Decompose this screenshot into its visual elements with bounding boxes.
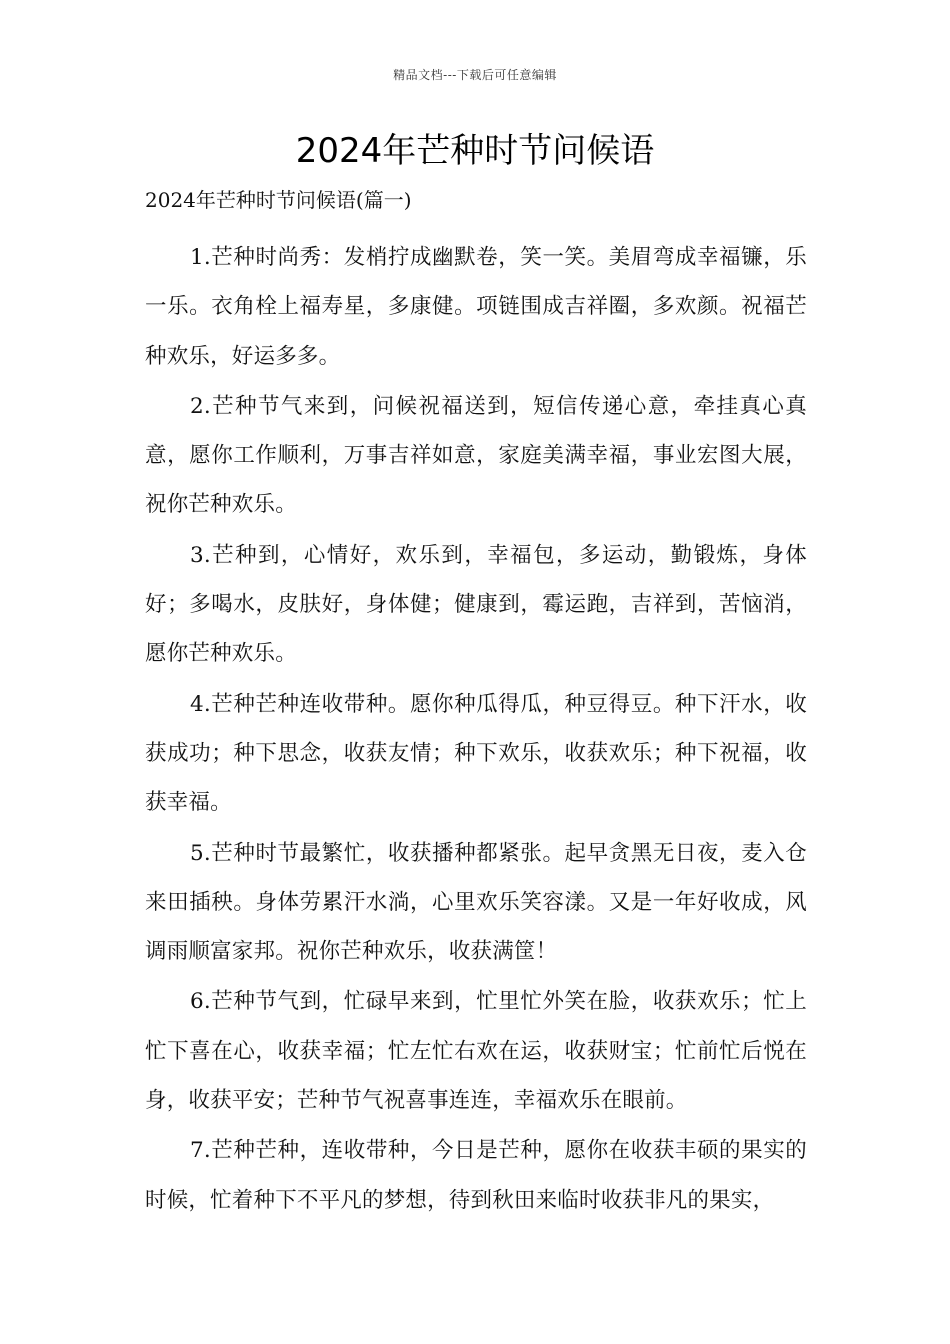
paragraph-4: 4.芒种芒种连收带种。愿你种瓜得瓜，种豆得豆。种下汗水，收获成功；种下思念，收获友情；种下欢乐，收获欢乐；种下祝福，收获幸福。	[145, 691, 807, 816]
header-note: 精品文档---下载后可任意编辑	[393, 68, 557, 82]
paragraph-3: 3.芒种到，心情好，欢乐到，幸福包，多运动，勤锻炼，身体好；多喝水，皮肤好，身体健；健康到，霉运跑，吉祥到，苦恼消，愿你芒种欢乐。	[145, 542, 807, 667]
document-body	[145, 233, 807, 1226]
paragraph-5: 5.芒种时节最繁忙，收获播种都紧张。起早贪黑无日夜，麦入仓来田插秧。身体劳累汗水淌，心里欢乐笑容漾。又是一年好收成，风调雨顺富家邦。祝你芒种欢乐，收获满筐！	[145, 840, 807, 965]
paragraph-1: 1.芒种时尚秀：发梢拧成幽默卷，笑一笑。美眉弯成幸福镰，乐一乐。衣角栓上福寿星，多康健。项链围成吉祥圈，多欢颜。祝福芒种欢乐，好运多多。	[145, 245, 807, 369]
paragraph-6: 6.芒种节气到，忙碌早来到，忙里忙外笑在脸，收获欢乐；忙上忙下喜在心，收获幸福；忙左忙右欢在运，收获财宝；忙前忙后悦在身，收获平安；芒种节气祝喜事连连，幸福欢乐在眼前。	[145, 989, 807, 1114]
document-title: 2024年芒种时节问候语	[295, 131, 655, 171]
section-heading: 2024年芒种时节问候语(篇一)	[145, 188, 412, 212]
paragraph-7: 7.芒种芒种，连收带种，今日是芒种，愿你在收获丰硕的果实的时候，忙着种下不平凡的梦想，待到秋田来临时收获非凡的果实，	[145, 1138, 807, 1213]
paragraph-2: 2.芒种节气来到，问候祝福送到，短信传递心意，牵挂真心真意，愿你工作顺利，万事吉祥如意，家庭美满幸福，事业宏图大展，祝你芒种欢乐。	[145, 393, 807, 518]
